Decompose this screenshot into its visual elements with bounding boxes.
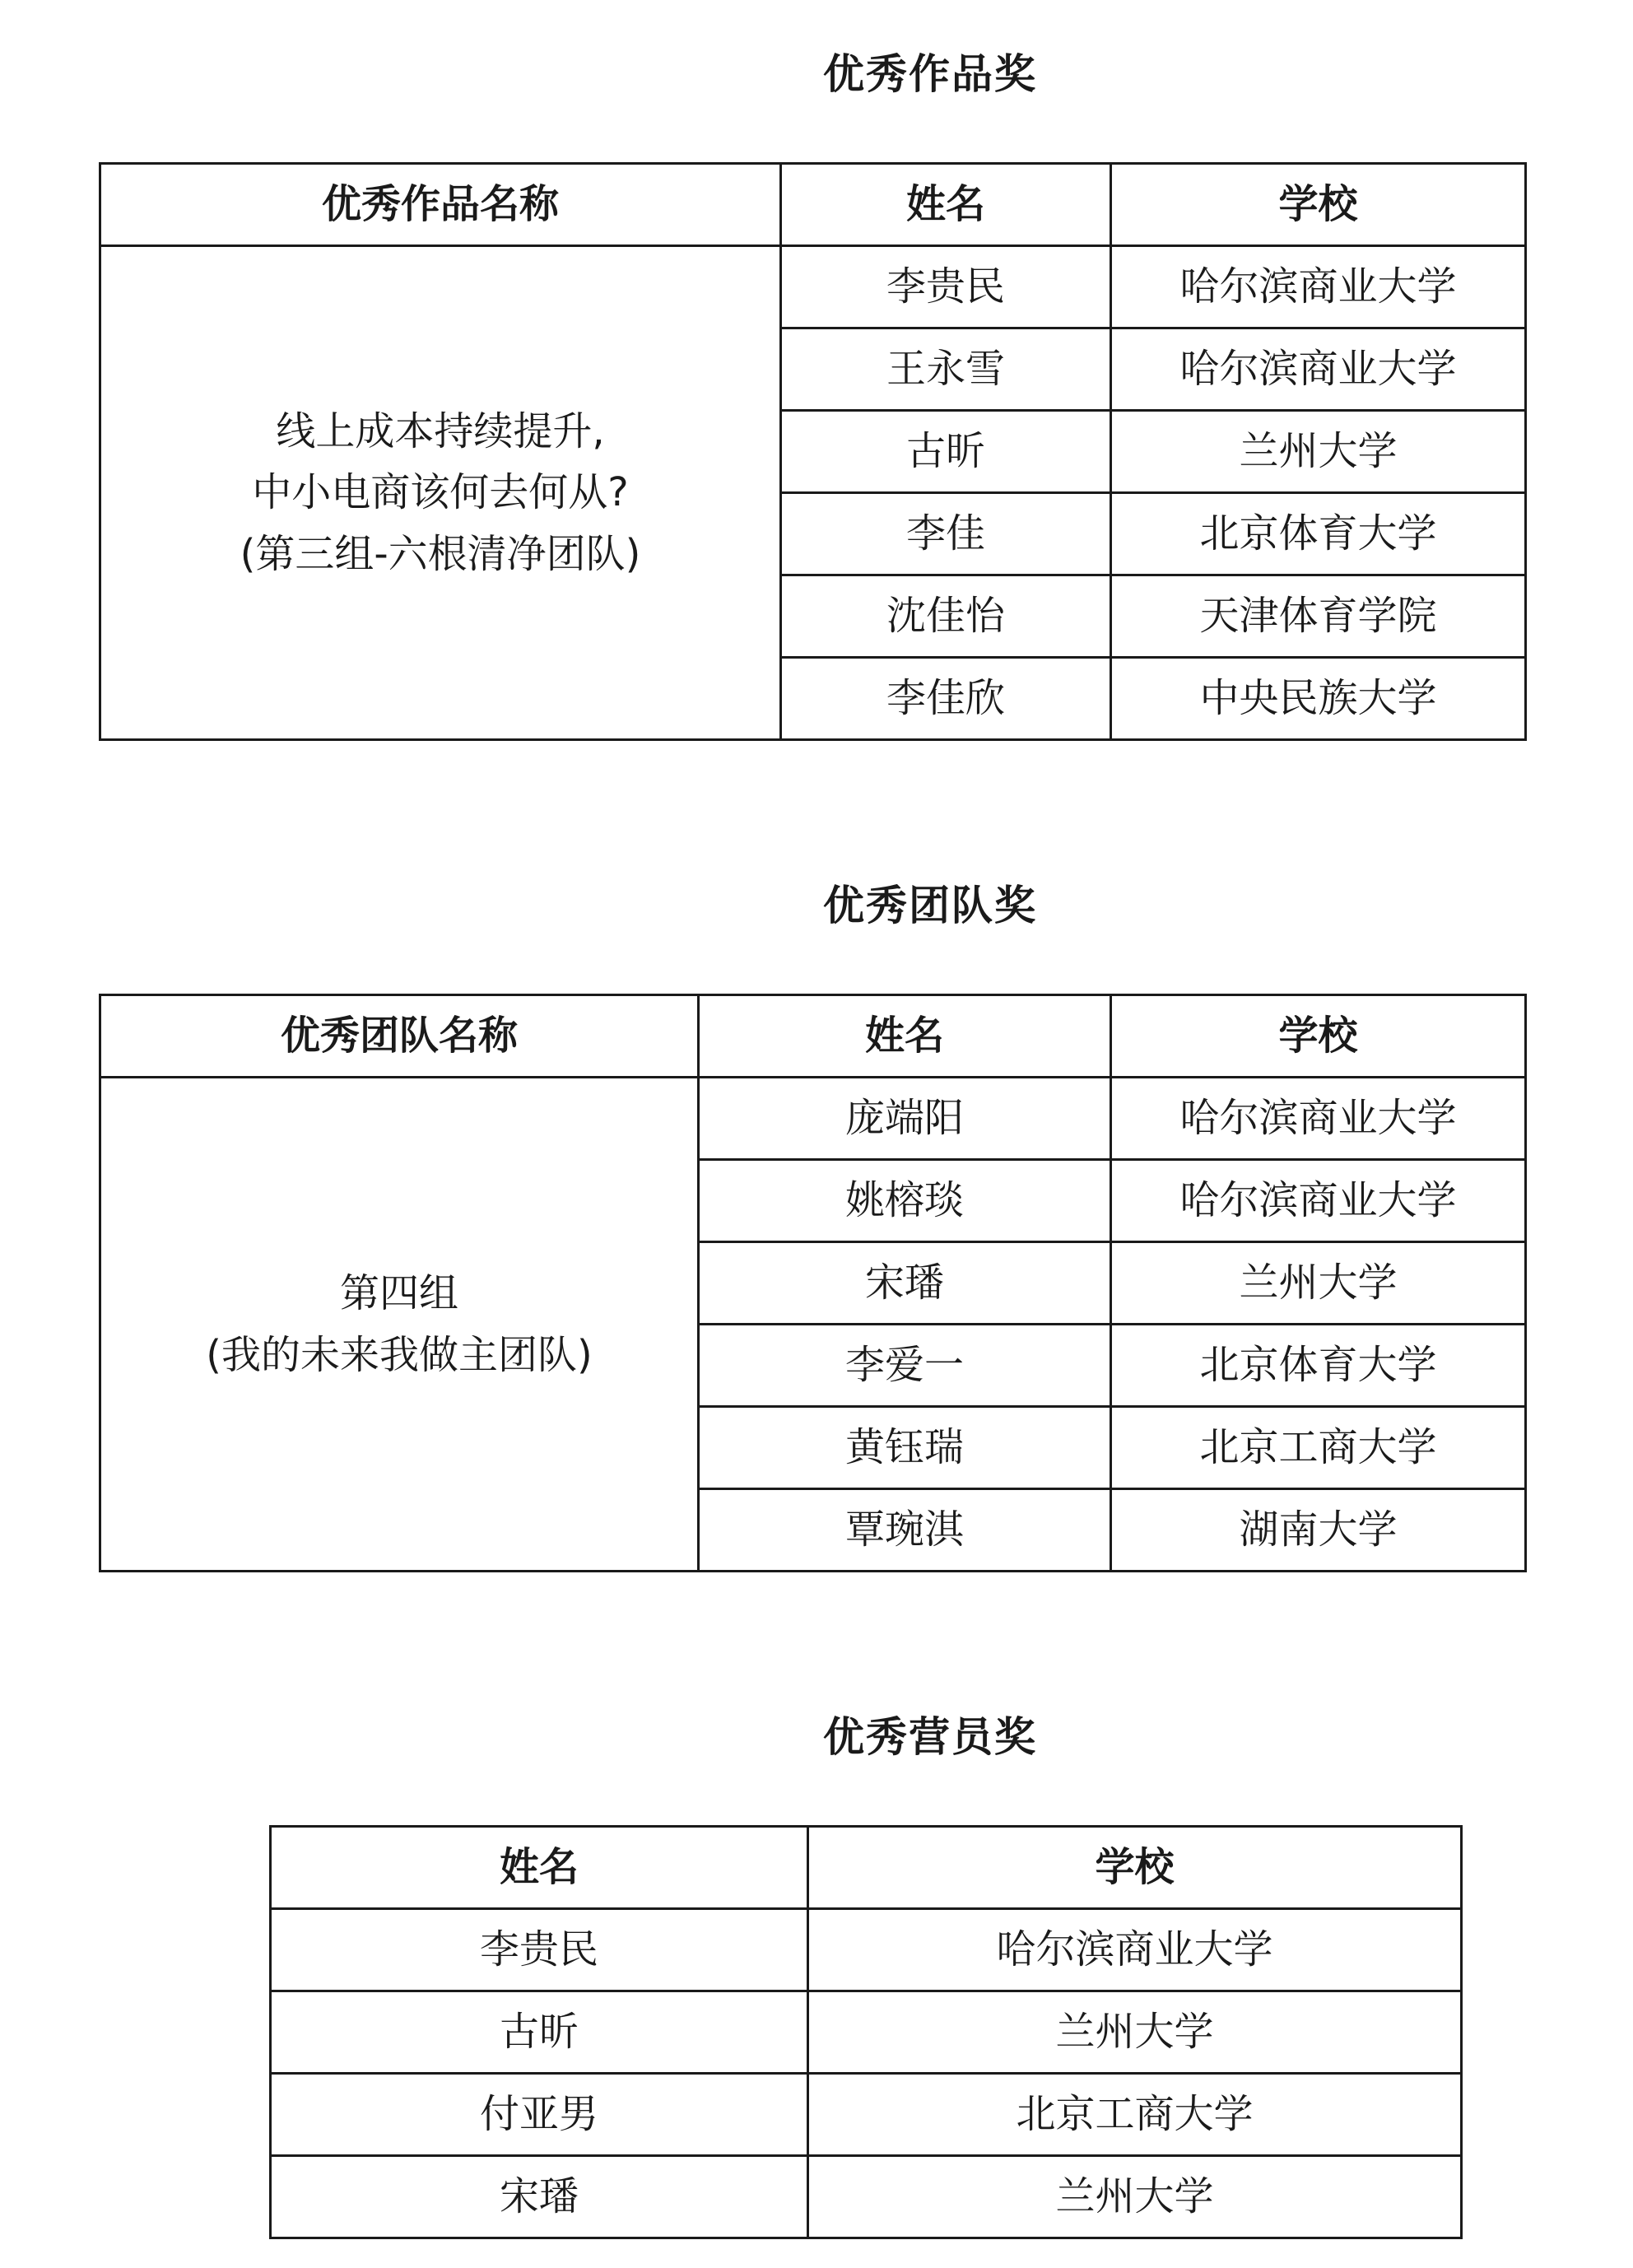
member-school: 北京体育大学 [1111,493,1526,575]
member-school: 湖南大学 [1111,1489,1526,1572]
member-name: 古昕 [271,1991,808,2074]
member-name: 庞端阳 [699,1078,1111,1160]
header-name: 姓名 [271,1827,808,1909]
member-name: 古昕 [781,411,1111,493]
member-name: 李佳 [781,493,1111,575]
header-school: 学校 [1111,164,1526,246]
member-name: 付亚男 [271,2074,808,2156]
member-name: 覃琬淇 [699,1489,1111,1572]
team-name-line: 第四组 [339,1270,458,1317]
header-school: 学校 [1111,995,1526,1078]
table-row [271,1909,1462,1991]
member-school: 哈尔滨商业大学 [1111,1078,1526,1160]
header-work-name: 优秀作品名称 [100,164,781,246]
member-name: 姚榕琰 [699,1160,1111,1242]
member-name: 黄钰瑞 [699,1407,1111,1489]
table-header-row [100,995,1526,1078]
team-name-line: (我的未来我做主团队) [206,1331,593,1378]
member-school: 北京体育大学 [1111,1325,1526,1407]
work-name-line: 中小电商该何去何从? [252,469,629,516]
member-school: 兰州大学 [1111,1242,1526,1325]
member-school: 哈尔滨商业大学 [1111,1160,1526,1242]
team-award-table [99,994,1527,1572]
member-school: 哈尔滨商业大学 [808,1909,1462,1991]
campers-award-title: 优秀营员奖 [823,1713,1037,1761]
header-name: 姓名 [699,995,1111,1078]
member-name: 宋璠 [271,2156,808,2238]
header-school: 学校 [808,1827,1462,1909]
member-school: 兰州大学 [808,1991,1462,2074]
member-name: 李佳欣 [781,658,1111,740]
works-award-title: 优秀作品奖 [823,50,1037,98]
header-name: 姓名 [781,164,1111,246]
member-name: 沈佳怡 [781,575,1111,658]
work-name-line: (第三组-六根清净团队) [240,530,641,577]
member-school: 哈尔滨商业大学 [1111,328,1526,411]
member-school: 北京工商大学 [1111,1407,1526,1489]
team-award-title: 优秀团队奖 [823,882,1037,929]
table-row [100,1078,1526,1160]
table-header-row [100,164,1526,246]
member-school: 兰州大学 [808,2156,1462,2238]
table-header-row [271,1827,1462,1909]
work-name-line: 线上成本持续提升, [276,407,605,454]
member-school: 天津体育学院 [1111,575,1526,658]
campers-award-table [269,1825,1463,2239]
member-name: 李爱一 [699,1325,1111,1407]
work-name-cell [100,246,781,740]
member-school: 哈尔滨商业大学 [1111,246,1526,328]
table-row [271,1991,1462,2074]
member-school: 中央民族大学 [1111,658,1526,740]
table-row [271,2156,1462,2238]
member-name: 李贵民 [781,246,1111,328]
table-row [100,246,1526,328]
member-school: 兰州大学 [1111,411,1526,493]
member-name: 李贵民 [271,1909,808,1991]
table-row [271,2074,1462,2156]
works-award-table [99,162,1527,741]
member-school: 北京工商大学 [808,2074,1462,2156]
member-name: 王永雪 [781,328,1111,411]
header-team-name: 优秀团队名称 [100,995,699,1078]
member-name: 宋璠 [699,1242,1111,1325]
team-name-cell [100,1078,699,1572]
